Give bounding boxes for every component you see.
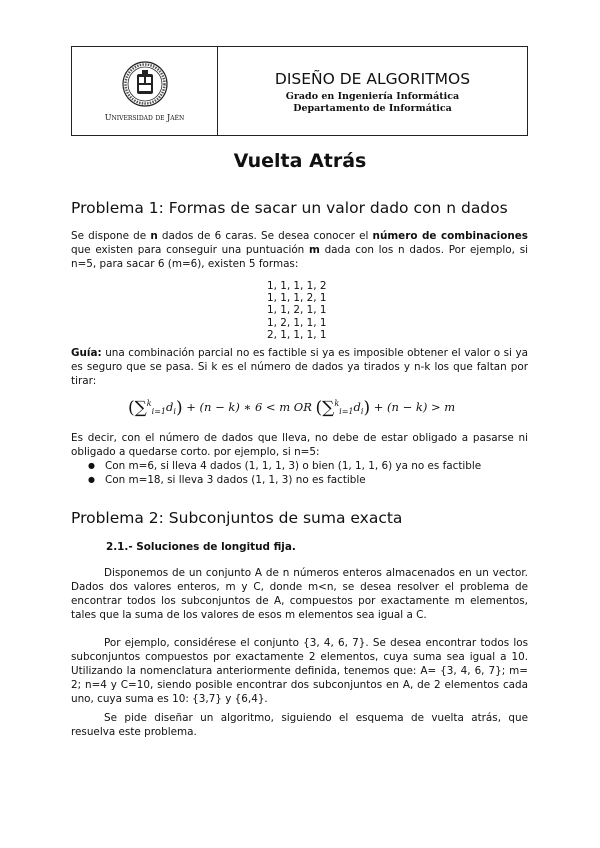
problem1-intro	[71, 229, 528, 271]
guide-paragraph	[71, 346, 528, 388]
problem1-heading: Problema 1: Formas de sacar un valor dado con n dados	[71, 199, 508, 217]
sum-symbol: ∑	[322, 398, 335, 418]
sum-lower-limit: i=1	[151, 407, 166, 416]
sum-term: d	[166, 400, 174, 414]
combination-row: 1, 1, 2, 1, 1	[267, 304, 327, 317]
problem2-paragraph-1: Disponemos de un conjunto A de n números enteros almacenados en un vector. Dados dos valores enteros, m y C, donde m<n, se desea resolver el problema de encontrar todos los subconjuntos de A, compuestos por exactamente m elementos, tales que la suma de los valores de esos m elementos sea igual a C.	[71, 567, 528, 621]
sum-term: d	[353, 400, 361, 414]
combinations-list	[267, 280, 326, 341]
paren-open: (	[128, 398, 135, 418]
sum-lower-limit: i=1	[339, 407, 354, 416]
intro-m: m	[309, 244, 320, 256]
department-name: Departamento de Informática	[293, 103, 452, 114]
course-title: DISEÑO DE ALGORITMOS	[274, 70, 471, 88]
problem2-paragraph-2: Por ejemplo, considérese el conjunto {3, 4, 6, 7}. Se desea encontrar todos los subconjuntos compuestos por exactamente 2 elementos, cuya suma sea igual a 10. Utilizando la nomenclatura anteriormente definida, tenemos que: A= {3, 4, 6, 7}; m= 2; n=4 y C=10, siendo posible encontrar dos subconjuntos en A, de 2 elementos cada uno, cuya suma es 10: {3,7} y {6,4}.	[71, 637, 528, 705]
intro-emphasis: número de combinaciones	[372, 230, 528, 242]
combination-row: 1, 1, 1, 1, 2	[267, 280, 327, 292]
sum-upper-limit: k	[146, 399, 152, 408]
formula-or: OR	[293, 400, 312, 414]
problem2-heading: Problema 2: Subconjuntos de suma exacta	[71, 509, 403, 527]
guide-text: una combinación parcial no es factible si ya es imposible obtener el valor o si ya es seguro que se pasa. Si k es el número de dados ya tirados y n-k los que faltan por tirar:	[71, 347, 528, 387]
sum-term-index: i	[360, 407, 364, 416]
page-title: Vuelta Atrás	[233, 150, 367, 172]
university-name: Universidad de Jaén	[104, 113, 185, 122]
feasibility-formula	[128, 398, 455, 418]
header-title-cell	[218, 47, 527, 135]
university-logo-cell	[72, 47, 218, 135]
paren-close: )	[363, 398, 371, 418]
paren-close: )	[175, 398, 183, 418]
paren-open: (	[315, 398, 323, 418]
combination-row: 1, 2, 1, 1, 1	[267, 316, 327, 329]
sum-upper-limit: k	[334, 399, 340, 408]
intro-text: dados de 6 caras. Se desea conocer el	[157, 230, 373, 242]
examples-list	[88, 459, 481, 487]
sum-symbol: ∑	[134, 398, 147, 418]
list-item: ● Con m=18, si lleva 3 dados (1, 1, 3) no es factible	[88, 473, 481, 487]
formula-part-1: + (n − k) ∗ 6 < m	[182, 400, 294, 414]
note-paragraph: Es decir, con el número de dados que lleva, no debe de estar obligado a pasarse ni obligado a quedarse corto. por ejemplo, si n=5:	[71, 432, 528, 458]
intro-text: dada con los n dados. Por ejemplo, si n=5, para sacar 6 (m=6), existen 5 formas:	[71, 244, 528, 270]
degree-name: Grado en Ingeniería Informática	[285, 91, 460, 102]
combination-row: 1, 1, 1, 2, 1	[267, 292, 327, 305]
problem2-paragraph-3: Se pide diseñar un algoritmo, siguiendo el esquema de vuelta atrás, que resuelva este problema.	[71, 712, 528, 738]
formula-part-2: + (n − k) > m	[370, 400, 456, 414]
university-seal-icon	[122, 61, 168, 107]
subsection-heading: 2.1.- Soluciones de longitud fija.	[106, 541, 296, 553]
intro-text: que existen para conseguir una puntuación	[71, 244, 310, 256]
intro-text: Se dispone de	[71, 230, 151, 242]
intro-n: n	[150, 230, 158, 242]
list-item: ● Con m=6, si lleva 4 dados (1, 1, 1, 3) o bien (1, 1, 1, 6) ya no es factible	[88, 459, 481, 473]
combination-row: 2, 1, 1, 1, 1	[267, 328, 327, 341]
document-header	[71, 46, 528, 136]
sum-term-index: i	[173, 407, 176, 416]
guide-label: Guía:	[71, 347, 102, 359]
